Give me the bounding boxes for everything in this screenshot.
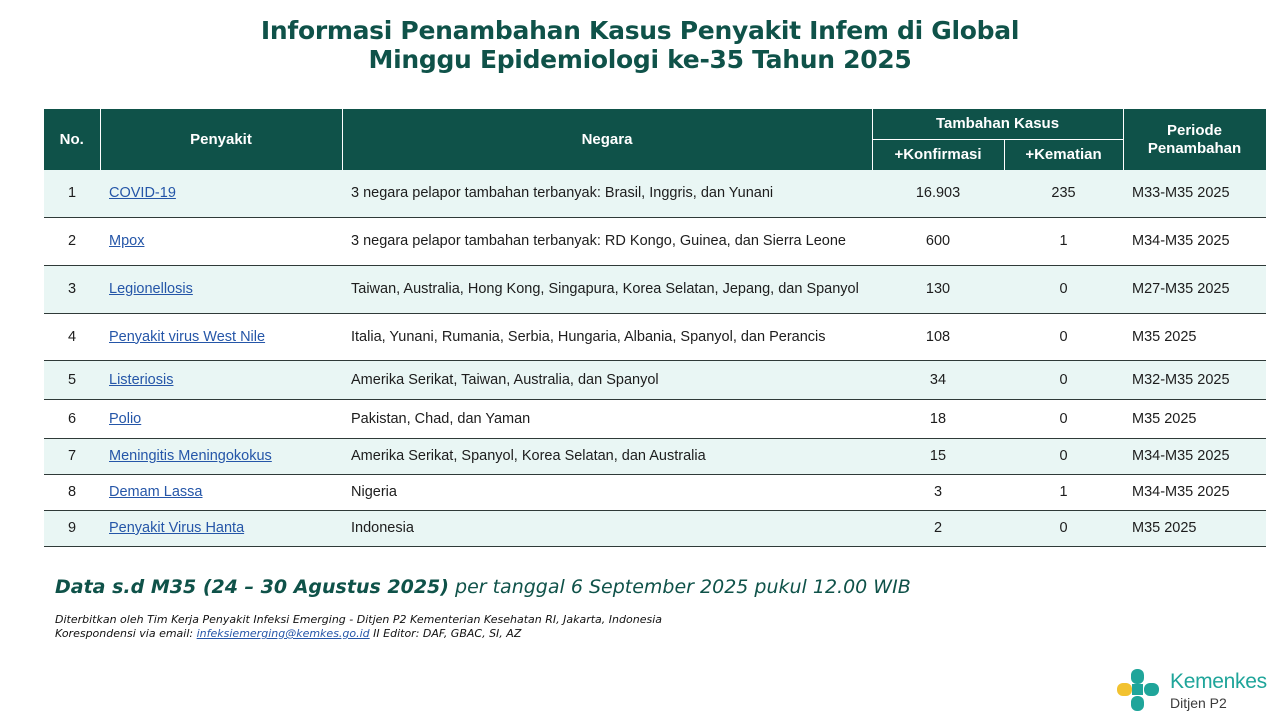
disease-link-polio[interactable]: Polio: [109, 410, 142, 427]
cell-negara: Amerika Serikat, Taiwan, Australia, dan Spanyol: [342, 360, 872, 399]
cell-periode: M27-M35 2025: [1123, 265, 1266, 313]
cell-negara: Nigeria: [342, 474, 872, 510]
cell-konfirmasi: 2: [872, 510, 1004, 546]
cell-kematian: 0: [1004, 265, 1123, 313]
cell-negara: Pakistan, Chad, dan Yaman: [342, 399, 872, 438]
cell-negara: Amerika Serikat, Spanyol, Korea Selatan, dan Australia: [342, 438, 872, 474]
credits-email-prefix: Korespondensi via email:: [55, 627, 197, 640]
cell-no: 9: [44, 510, 100, 546]
header-no: No.: [44, 109, 100, 170]
disease-link-legionellosis[interactable]: Legionellosis: [109, 281, 193, 297]
header-kematian: +Kematian: [1004, 139, 1123, 170]
disease-link-meningitis[interactable]: Meningitis Meningokokus: [109, 448, 272, 464]
cell-no: 1: [44, 170, 100, 217]
publisher-credits: [55, 613, 662, 641]
cell-konfirmasi: 18: [872, 399, 1004, 438]
table-header-row: [44, 109, 1266, 139]
header-tambahan-kasus: Tambahan Kasus: [872, 109, 1123, 139]
cell-konfirmasi: 16.903: [872, 170, 1004, 217]
table-row: [44, 313, 1266, 360]
table-row: [44, 170, 1266, 217]
kemenkes-logo: [1114, 666, 1274, 714]
cell-konfirmasi: 108: [872, 313, 1004, 360]
disease-link-covid-19[interactable]: COVID-19: [109, 185, 176, 202]
cell-penyakit: [100, 217, 342, 265]
cell-penyakit: [100, 474, 342, 510]
table-row: [44, 474, 1266, 510]
cell-no: 7: [44, 438, 100, 474]
disease-link-listeriosis[interactable]: Listeriosis: [109, 371, 174, 388]
cell-periode: M35 2025: [1123, 510, 1266, 546]
cell-kematian: 0: [1004, 438, 1123, 474]
cell-konfirmasi: 15: [872, 438, 1004, 474]
title-line-2: Minggu Epidemiologi ke-35 Tahun 2025: [368, 45, 912, 74]
cell-penyakit: [100, 265, 342, 313]
credits-editor: II Editor: DAF, GBAC, SI, AZ: [369, 627, 522, 640]
cell-periode: M35 2025: [1123, 399, 1266, 438]
header-penyakit: Penyakit: [100, 109, 342, 170]
cell-kematian: 1: [1004, 474, 1123, 510]
page-title: [0, 16, 1280, 74]
footnote-rest: per tanggal 6 September 2025 pukul 12.00 WIB: [448, 576, 911, 598]
table-row: [44, 510, 1266, 546]
disease-link-mpox[interactable]: Mpox: [109, 233, 145, 249]
cell-kematian: 0: [1004, 399, 1123, 438]
cell-no: 2: [44, 217, 100, 265]
cell-periode: M34-M35 2025: [1123, 474, 1266, 510]
disease-link-hanta[interactable]: Penyakit Virus Hanta: [109, 520, 245, 536]
credits-line-1: Diterbitkan oleh Tim Kerja Penyakit Infeksi Emerging - Ditjen P2 Kementerian Kesehatan RI, Jakarta, Indonesia: [55, 613, 662, 626]
kemenkes-logo-icon: [1114, 666, 1166, 714]
cell-kematian: 1: [1004, 217, 1123, 265]
cell-kematian: 0: [1004, 313, 1123, 360]
header-konfirmasi: +Konfirmasi: [872, 139, 1004, 170]
cell-konfirmasi: 600: [872, 217, 1004, 265]
cell-kematian: 235: [1004, 170, 1123, 217]
cell-penyakit: [100, 170, 342, 217]
disease-link-west-nile[interactable]: Penyakit virus West Nile: [109, 328, 266, 345]
cell-no: 5: [44, 360, 100, 399]
data-period-footnote: [55, 576, 911, 598]
cell-periode: M33-M35 2025: [1123, 170, 1266, 217]
table-row: [44, 217, 1266, 265]
cell-konfirmasi: 3: [872, 474, 1004, 510]
cell-negara: Indonesia: [342, 510, 872, 546]
cell-periode: M32-M35 2025: [1123, 360, 1266, 399]
cell-negara: Taiwan, Australia, Hong Kong, Singapura, Korea Selatan, Jepang, dan Spanyol: [342, 265, 872, 313]
cell-penyakit: [100, 510, 342, 546]
cell-penyakit: [100, 360, 342, 399]
cell-kematian: 0: [1004, 360, 1123, 399]
cell-periode: M34-M35 2025: [1123, 217, 1266, 265]
header-periode: [1123, 109, 1266, 170]
cell-penyakit: [100, 313, 342, 360]
table-row: [44, 265, 1266, 313]
cell-konfirmasi: 130: [872, 265, 1004, 313]
logo-unit-text: Ditjen P2: [1170, 695, 1227, 711]
cell-penyakit: [100, 438, 342, 474]
logo-brand-text: Kemenkes: [1170, 670, 1267, 693]
cell-no: 8: [44, 474, 100, 510]
cell-negara: 3 negara pelapor tambahan terbanyak: RD Kongo, Guinea, dan Sierra Leone: [342, 217, 872, 265]
cell-no: 3: [44, 265, 100, 313]
footnote-bold: Data s.d M35 (24 – 30 Agustus 2025): [55, 576, 449, 598]
cell-konfirmasi: 34: [872, 360, 1004, 399]
disease-link-demam-lassa[interactable]: Demam Lassa: [109, 484, 203, 500]
credits-line-2: [55, 627, 662, 641]
cell-periode: M34-M35 2025: [1123, 438, 1266, 474]
header-negara: Negara: [342, 109, 872, 170]
cell-no: 4: [44, 313, 100, 360]
cell-negara: 3 negara pelapor tambahan terbanyak: Brasil, Inggris, dan Yunani: [342, 170, 872, 217]
title-line-1: Informasi Penambahan Kasus Penyakit Infem di Global: [260, 16, 1020, 45]
cell-penyakit: [100, 399, 342, 438]
cell-no: 6: [44, 399, 100, 438]
cases-table: [44, 109, 1267, 547]
cell-kematian: 0: [1004, 510, 1123, 546]
table-row: [44, 399, 1266, 438]
email-link[interactable]: infeksiemerging@kemkes.go.id: [196, 627, 370, 640]
header-periode-line1: Periode: [1166, 121, 1223, 139]
table-row: [44, 360, 1266, 399]
cell-periode: M35 2025: [1123, 313, 1266, 360]
header-periode-line2: Penambahan: [1147, 139, 1242, 157]
table-row: [44, 438, 1266, 474]
cell-negara: Italia, Yunani, Rumania, Serbia, Hungaria, Albania, Spanyol, dan Perancis: [342, 313, 872, 360]
